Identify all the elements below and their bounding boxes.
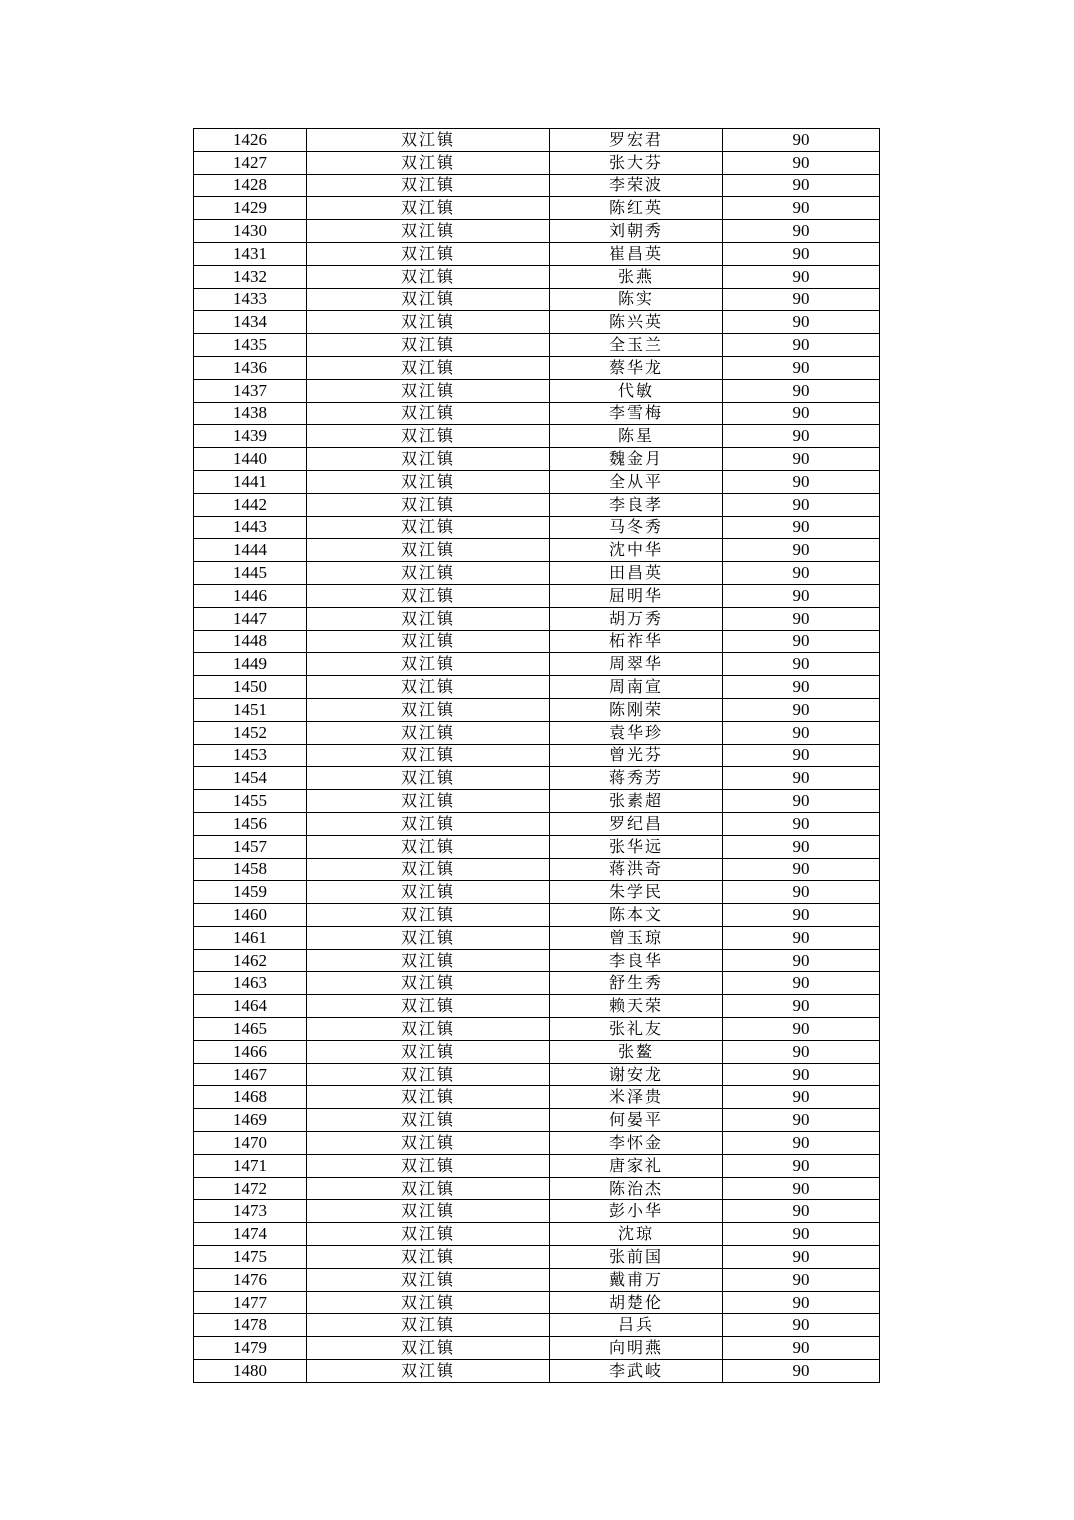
table-row [194, 1109, 880, 1132]
table-row [194, 220, 880, 243]
table-row [194, 1132, 880, 1155]
cell-amount: 90 [723, 584, 880, 607]
cell-amount: 90 [723, 493, 880, 516]
table-row [194, 1246, 880, 1269]
table-row [194, 129, 880, 152]
cell-town: 双江镇 [307, 607, 550, 630]
cell-town: 双江镇 [307, 835, 550, 858]
cell-town: 双江镇 [307, 1018, 550, 1041]
cell-amount: 90 [723, 288, 880, 311]
cell-amount: 90 [723, 448, 880, 471]
cell-amount: 90 [723, 242, 880, 265]
cell-town: 双江镇 [307, 790, 550, 813]
cell-serial-number: 1470 [194, 1132, 307, 1155]
cell-town: 双江镇 [307, 995, 550, 1018]
cell-serial-number: 1449 [194, 653, 307, 676]
cell-serial-number: 1462 [194, 949, 307, 972]
cell-amount: 90 [723, 220, 880, 243]
cell-person-name: 代敏 [550, 379, 723, 402]
cell-person-name: 朱学民 [550, 881, 723, 904]
cell-serial-number: 1428 [194, 174, 307, 197]
cell-town: 双江镇 [307, 972, 550, 995]
cell-serial-number: 1460 [194, 904, 307, 927]
cell-person-name: 曾光芬 [550, 744, 723, 767]
cell-serial-number: 1446 [194, 584, 307, 607]
cell-serial-number: 1478 [194, 1314, 307, 1337]
cell-person-name: 胡楚伦 [550, 1291, 723, 1314]
cell-serial-number: 1466 [194, 1040, 307, 1063]
cell-town: 双江镇 [307, 1223, 550, 1246]
table-row [194, 653, 880, 676]
cell-amount: 90 [723, 539, 880, 562]
cell-serial-number: 1480 [194, 1360, 307, 1383]
cell-serial-number: 1459 [194, 881, 307, 904]
cell-amount: 90 [723, 1291, 880, 1314]
table-row [194, 972, 880, 995]
cell-person-name: 罗宏君 [550, 129, 723, 152]
cell-person-name: 彭小华 [550, 1200, 723, 1223]
cell-amount: 90 [723, 1314, 880, 1337]
cell-person-name: 曾玉琼 [550, 926, 723, 949]
cell-serial-number: 1477 [194, 1291, 307, 1314]
cell-person-name: 全从平 [550, 470, 723, 493]
cell-person-name: 赖天荣 [550, 995, 723, 1018]
cell-town: 双江镇 [307, 334, 550, 357]
table-row [194, 1200, 880, 1223]
cell-amount: 90 [723, 311, 880, 334]
table-row [194, 562, 880, 585]
cell-town: 双江镇 [307, 129, 550, 152]
cell-serial-number: 1443 [194, 516, 307, 539]
cell-amount: 90 [723, 1132, 880, 1155]
cell-person-name: 崔昌英 [550, 242, 723, 265]
table-row [194, 470, 880, 493]
table-row [194, 334, 880, 357]
cell-town: 双江镇 [307, 744, 550, 767]
cell-person-name: 戴甫万 [550, 1268, 723, 1291]
cell-person-name: 谢安龙 [550, 1063, 723, 1086]
table-row [194, 197, 880, 220]
cell-amount: 90 [723, 949, 880, 972]
cell-person-name: 蒋秀芳 [550, 767, 723, 790]
table-row [194, 311, 880, 334]
cell-serial-number: 1444 [194, 539, 307, 562]
cell-person-name: 李良孝 [550, 493, 723, 516]
cell-amount: 90 [723, 379, 880, 402]
cell-amount: 90 [723, 995, 880, 1018]
table-row [194, 676, 880, 699]
cell-serial-number: 1429 [194, 197, 307, 220]
cell-town: 双江镇 [307, 288, 550, 311]
cell-person-name: 袁华珍 [550, 721, 723, 744]
cell-town: 双江镇 [307, 949, 550, 972]
cell-town: 双江镇 [307, 1086, 550, 1109]
cell-person-name: 刘朝秀 [550, 220, 723, 243]
cell-serial-number: 1434 [194, 311, 307, 334]
table-row [194, 584, 880, 607]
cell-serial-number: 1452 [194, 721, 307, 744]
table-row [194, 858, 880, 881]
cell-serial-number: 1440 [194, 448, 307, 471]
table-row [194, 1177, 880, 1200]
table-row [194, 790, 880, 813]
cell-person-name: 陈刚荣 [550, 698, 723, 721]
table-row [194, 812, 880, 835]
cell-serial-number: 1456 [194, 812, 307, 835]
cell-town: 双江镇 [307, 311, 550, 334]
table-row [194, 151, 880, 174]
cell-amount: 90 [723, 1109, 880, 1132]
cell-serial-number: 1475 [194, 1246, 307, 1269]
cell-serial-number: 1445 [194, 562, 307, 585]
cell-person-name: 周南宣 [550, 676, 723, 699]
table-row [194, 242, 880, 265]
cell-town: 双江镇 [307, 1360, 550, 1383]
cell-amount: 90 [723, 1040, 880, 1063]
cell-person-name: 李荣波 [550, 174, 723, 197]
cell-person-name: 吕兵 [550, 1314, 723, 1337]
table-row [194, 1086, 880, 1109]
table-row [194, 630, 880, 653]
cell-town: 双江镇 [307, 220, 550, 243]
cell-serial-number: 1430 [194, 220, 307, 243]
cell-serial-number: 1427 [194, 151, 307, 174]
cell-amount: 90 [723, 1154, 880, 1177]
cell-serial-number: 1461 [194, 926, 307, 949]
cell-serial-number: 1455 [194, 790, 307, 813]
cell-person-name: 蒋洪奇 [550, 858, 723, 881]
table-row [194, 356, 880, 379]
cell-town: 双江镇 [307, 197, 550, 220]
table-row [194, 904, 880, 927]
table-row [194, 516, 880, 539]
cell-serial-number: 1468 [194, 1086, 307, 1109]
cell-person-name: 唐家礼 [550, 1154, 723, 1177]
cell-person-name: 米泽贵 [550, 1086, 723, 1109]
cell-town: 双江镇 [307, 767, 550, 790]
cell-serial-number: 1439 [194, 425, 307, 448]
cell-person-name: 陈星 [550, 425, 723, 448]
cell-person-name: 罗纪昌 [550, 812, 723, 835]
cell-person-name: 张华远 [550, 835, 723, 858]
cell-amount: 90 [723, 174, 880, 197]
cell-amount: 90 [723, 1086, 880, 1109]
cell-serial-number: 1458 [194, 858, 307, 881]
cell-town: 双江镇 [307, 1132, 550, 1155]
cell-person-name: 张礼友 [550, 1018, 723, 1041]
cell-amount: 90 [723, 1200, 880, 1223]
cell-amount: 90 [723, 1360, 880, 1383]
cell-amount: 90 [723, 812, 880, 835]
cell-person-name: 舒生秀 [550, 972, 723, 995]
cell-town: 双江镇 [307, 1109, 550, 1132]
table-row [194, 926, 880, 949]
cell-serial-number: 1474 [194, 1223, 307, 1246]
cell-person-name: 蔡华龙 [550, 356, 723, 379]
cell-amount: 90 [723, 1063, 880, 1086]
cell-person-name: 李怀金 [550, 1132, 723, 1155]
cell-amount: 90 [723, 1223, 880, 1246]
cell-amount: 90 [723, 744, 880, 767]
cell-town: 双江镇 [307, 698, 550, 721]
cell-amount: 90 [723, 972, 880, 995]
cell-person-name: 张前国 [550, 1246, 723, 1269]
cell-amount: 90 [723, 562, 880, 585]
cell-person-name: 陈本文 [550, 904, 723, 927]
table-row [194, 995, 880, 1018]
cell-person-name: 张大芬 [550, 151, 723, 174]
cell-person-name: 李雪梅 [550, 402, 723, 425]
cell-amount: 90 [723, 197, 880, 220]
cell-serial-number: 1464 [194, 995, 307, 1018]
cell-person-name: 陈红英 [550, 197, 723, 220]
cell-serial-number: 1451 [194, 698, 307, 721]
cell-town: 双江镇 [307, 379, 550, 402]
cell-serial-number: 1473 [194, 1200, 307, 1223]
cell-town: 双江镇 [307, 1200, 550, 1223]
cell-town: 双江镇 [307, 356, 550, 379]
table-row [194, 698, 880, 721]
cell-serial-number: 1438 [194, 402, 307, 425]
cell-person-name: 陈治杰 [550, 1177, 723, 1200]
cell-town: 双江镇 [307, 539, 550, 562]
cell-amount: 90 [723, 653, 880, 676]
cell-person-name: 马冬秀 [550, 516, 723, 539]
cell-amount: 90 [723, 425, 880, 448]
table-row [194, 1018, 880, 1041]
cell-person-name: 胡万秀 [550, 607, 723, 630]
table-row [194, 1291, 880, 1314]
table-row [194, 448, 880, 471]
cell-amount: 90 [723, 129, 880, 152]
cell-town: 双江镇 [307, 676, 550, 699]
table-row [194, 721, 880, 744]
roster-table-body [194, 129, 880, 1383]
cell-serial-number: 1476 [194, 1268, 307, 1291]
cell-serial-number: 1442 [194, 493, 307, 516]
cell-amount: 90 [723, 607, 880, 630]
cell-serial-number: 1465 [194, 1018, 307, 1041]
cell-person-name: 何晏平 [550, 1109, 723, 1132]
cell-town: 双江镇 [307, 881, 550, 904]
cell-serial-number: 1453 [194, 744, 307, 767]
cell-town: 双江镇 [307, 1337, 550, 1360]
table-row [194, 288, 880, 311]
cell-town: 双江镇 [307, 470, 550, 493]
cell-person-name: 陈兴英 [550, 311, 723, 334]
cell-amount: 90 [723, 1177, 880, 1200]
cell-serial-number: 1431 [194, 242, 307, 265]
cell-amount: 90 [723, 1018, 880, 1041]
cell-town: 双江镇 [307, 812, 550, 835]
cell-town: 双江镇 [307, 1154, 550, 1177]
cell-person-name: 张鳌 [550, 1040, 723, 1063]
cell-town: 双江镇 [307, 493, 550, 516]
cell-town: 双江镇 [307, 1040, 550, 1063]
cell-person-name: 全玉兰 [550, 334, 723, 357]
cell-town: 双江镇 [307, 562, 550, 585]
cell-amount: 90 [723, 1246, 880, 1269]
cell-town: 双江镇 [307, 1268, 550, 1291]
cell-amount: 90 [723, 881, 880, 904]
cell-person-name: 沈琼 [550, 1223, 723, 1246]
cell-serial-number: 1472 [194, 1177, 307, 1200]
cell-town: 双江镇 [307, 1063, 550, 1086]
cell-town: 双江镇 [307, 1177, 550, 1200]
cell-town: 双江镇 [307, 1291, 550, 1314]
cell-town: 双江镇 [307, 858, 550, 881]
table-row [194, 767, 880, 790]
cell-serial-number: 1479 [194, 1337, 307, 1360]
cell-person-name: 向明燕 [550, 1337, 723, 1360]
cell-amount: 90 [723, 334, 880, 357]
cell-town: 双江镇 [307, 653, 550, 676]
table-row [194, 881, 880, 904]
cell-person-name: 柘祚华 [550, 630, 723, 653]
cell-amount: 90 [723, 265, 880, 288]
cell-amount: 90 [723, 698, 880, 721]
cell-serial-number: 1426 [194, 129, 307, 152]
cell-person-name: 沈中华 [550, 539, 723, 562]
cell-person-name: 魏金月 [550, 448, 723, 471]
table-row [194, 744, 880, 767]
cell-town: 双江镇 [307, 448, 550, 471]
cell-town: 双江镇 [307, 242, 550, 265]
cell-person-name: 陈实 [550, 288, 723, 311]
table-row [194, 1268, 880, 1291]
table-row [194, 402, 880, 425]
cell-amount: 90 [723, 402, 880, 425]
cell-person-name: 张燕 [550, 265, 723, 288]
cell-serial-number: 1435 [194, 334, 307, 357]
cell-amount: 90 [723, 926, 880, 949]
cell-serial-number: 1441 [194, 470, 307, 493]
table-row [194, 835, 880, 858]
cell-serial-number: 1469 [194, 1109, 307, 1132]
cell-amount: 90 [723, 151, 880, 174]
cell-town: 双江镇 [307, 402, 550, 425]
cell-serial-number: 1450 [194, 676, 307, 699]
table-row [194, 1154, 880, 1177]
cell-serial-number: 1433 [194, 288, 307, 311]
cell-town: 双江镇 [307, 265, 550, 288]
table-row [194, 1063, 880, 1086]
cell-serial-number: 1467 [194, 1063, 307, 1086]
cell-town: 双江镇 [307, 516, 550, 539]
cell-serial-number: 1471 [194, 1154, 307, 1177]
cell-amount: 90 [723, 835, 880, 858]
cell-amount: 90 [723, 356, 880, 379]
cell-amount: 90 [723, 767, 880, 790]
cell-town: 双江镇 [307, 1246, 550, 1269]
table-row [194, 1223, 880, 1246]
cell-serial-number: 1432 [194, 265, 307, 288]
cell-amount: 90 [723, 516, 880, 539]
cell-amount: 90 [723, 630, 880, 653]
cell-town: 双江镇 [307, 926, 550, 949]
cell-amount: 90 [723, 1268, 880, 1291]
table-row [194, 607, 880, 630]
cell-amount: 90 [723, 904, 880, 927]
cell-amount: 90 [723, 858, 880, 881]
table-row [194, 265, 880, 288]
cell-serial-number: 1436 [194, 356, 307, 379]
cell-serial-number: 1457 [194, 835, 307, 858]
cell-town: 双江镇 [307, 721, 550, 744]
cell-amount: 90 [723, 790, 880, 813]
table-row [194, 1337, 880, 1360]
table-row [194, 949, 880, 972]
cell-person-name: 张素超 [550, 790, 723, 813]
table-row [194, 174, 880, 197]
table-row [194, 1040, 880, 1063]
cell-town: 双江镇 [307, 174, 550, 197]
roster-table [193, 128, 880, 1383]
cell-serial-number: 1454 [194, 767, 307, 790]
cell-town: 双江镇 [307, 425, 550, 448]
table-row [194, 1360, 880, 1383]
cell-town: 双江镇 [307, 1314, 550, 1337]
table-row [194, 425, 880, 448]
cell-serial-number: 1463 [194, 972, 307, 995]
table-row [194, 379, 880, 402]
cell-town: 双江镇 [307, 630, 550, 653]
cell-town: 双江镇 [307, 904, 550, 927]
cell-town: 双江镇 [307, 151, 550, 174]
cell-person-name: 李良华 [550, 949, 723, 972]
cell-person-name: 屈明华 [550, 584, 723, 607]
table-row [194, 493, 880, 516]
cell-serial-number: 1447 [194, 607, 307, 630]
table-row [194, 539, 880, 562]
cell-serial-number: 1437 [194, 379, 307, 402]
cell-serial-number: 1448 [194, 630, 307, 653]
cell-town: 双江镇 [307, 584, 550, 607]
table-row [194, 1314, 880, 1337]
cell-amount: 90 [723, 470, 880, 493]
cell-person-name: 田昌英 [550, 562, 723, 585]
cell-amount: 90 [723, 1337, 880, 1360]
cell-person-name: 李武岐 [550, 1360, 723, 1383]
cell-amount: 90 [723, 721, 880, 744]
cell-amount: 90 [723, 676, 880, 699]
cell-person-name: 周翠华 [550, 653, 723, 676]
